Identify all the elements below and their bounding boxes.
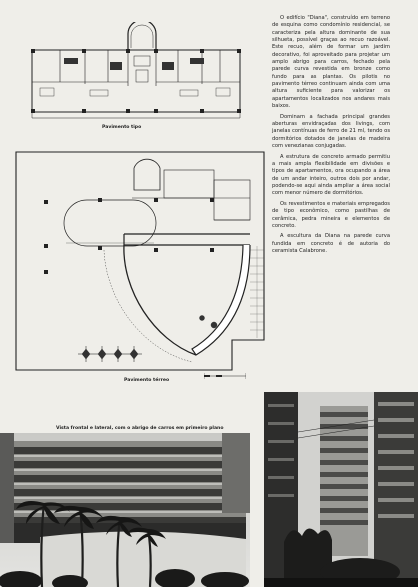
caption-typical-floor: Pavimento tipo [102,125,142,130]
photo-vertical-view [264,392,418,587]
paragraph: A escultura da Diana na parede curva fundida em concreto é de autoria do ceramista Calabrone. [272,233,390,255]
typical-floor-plan [30,22,242,122]
caption-ground-floor: Pavimento térreo [124,378,170,383]
scale-bar [204,373,246,379]
article-text [272,15,390,259]
paragraph: Dominam a fachada principal grandes aberturas envidraçadas dos livings, com janelas contínuas de ferro de 21 ml, tendo os dormitórios dotados de janelas de madeira com venezianas conjugadas. [272,113,390,150]
paragraph: O edifício "Diana", construído em terreno de esquina como condomínio residencial, se caracteriza pela altura dominante de sua silhueta, possível graças ao recuo razoável. Este recuo, além de formar um jardim decorativo, foi aproveitado para projetar um amplo abrigo para carros, fechado pela parede curva revestida em bronze como fundo para as plantas. Os pilotis no pavimento térreo continuam ainda com uma altura suficiente para valorizar os apartamentos localizados nos andares mais baixos. [272,15,390,110]
photo-front-lateral-view [0,433,250,587]
paragraph: Os revestimentos e materiais empregados de tipo econômico, como pastilhas de cerâmica, pedra mineira e elementos de concreto. [272,200,390,229]
paragraph: A estrutura de concreto armado permitiu a mais ampla flexibilidade em divisões e tipos de apartamentos, ora ocupando a área de um andar inteiro, outros dois por andar, podendo-se aqui ainda ampliar a área social com menor número de dormitórios. [272,153,390,197]
caption-photo: Vista frontal e lateral, com o abrigo de carros em primeiro plano [56,426,224,431]
ground-floor-plan [14,150,266,372]
